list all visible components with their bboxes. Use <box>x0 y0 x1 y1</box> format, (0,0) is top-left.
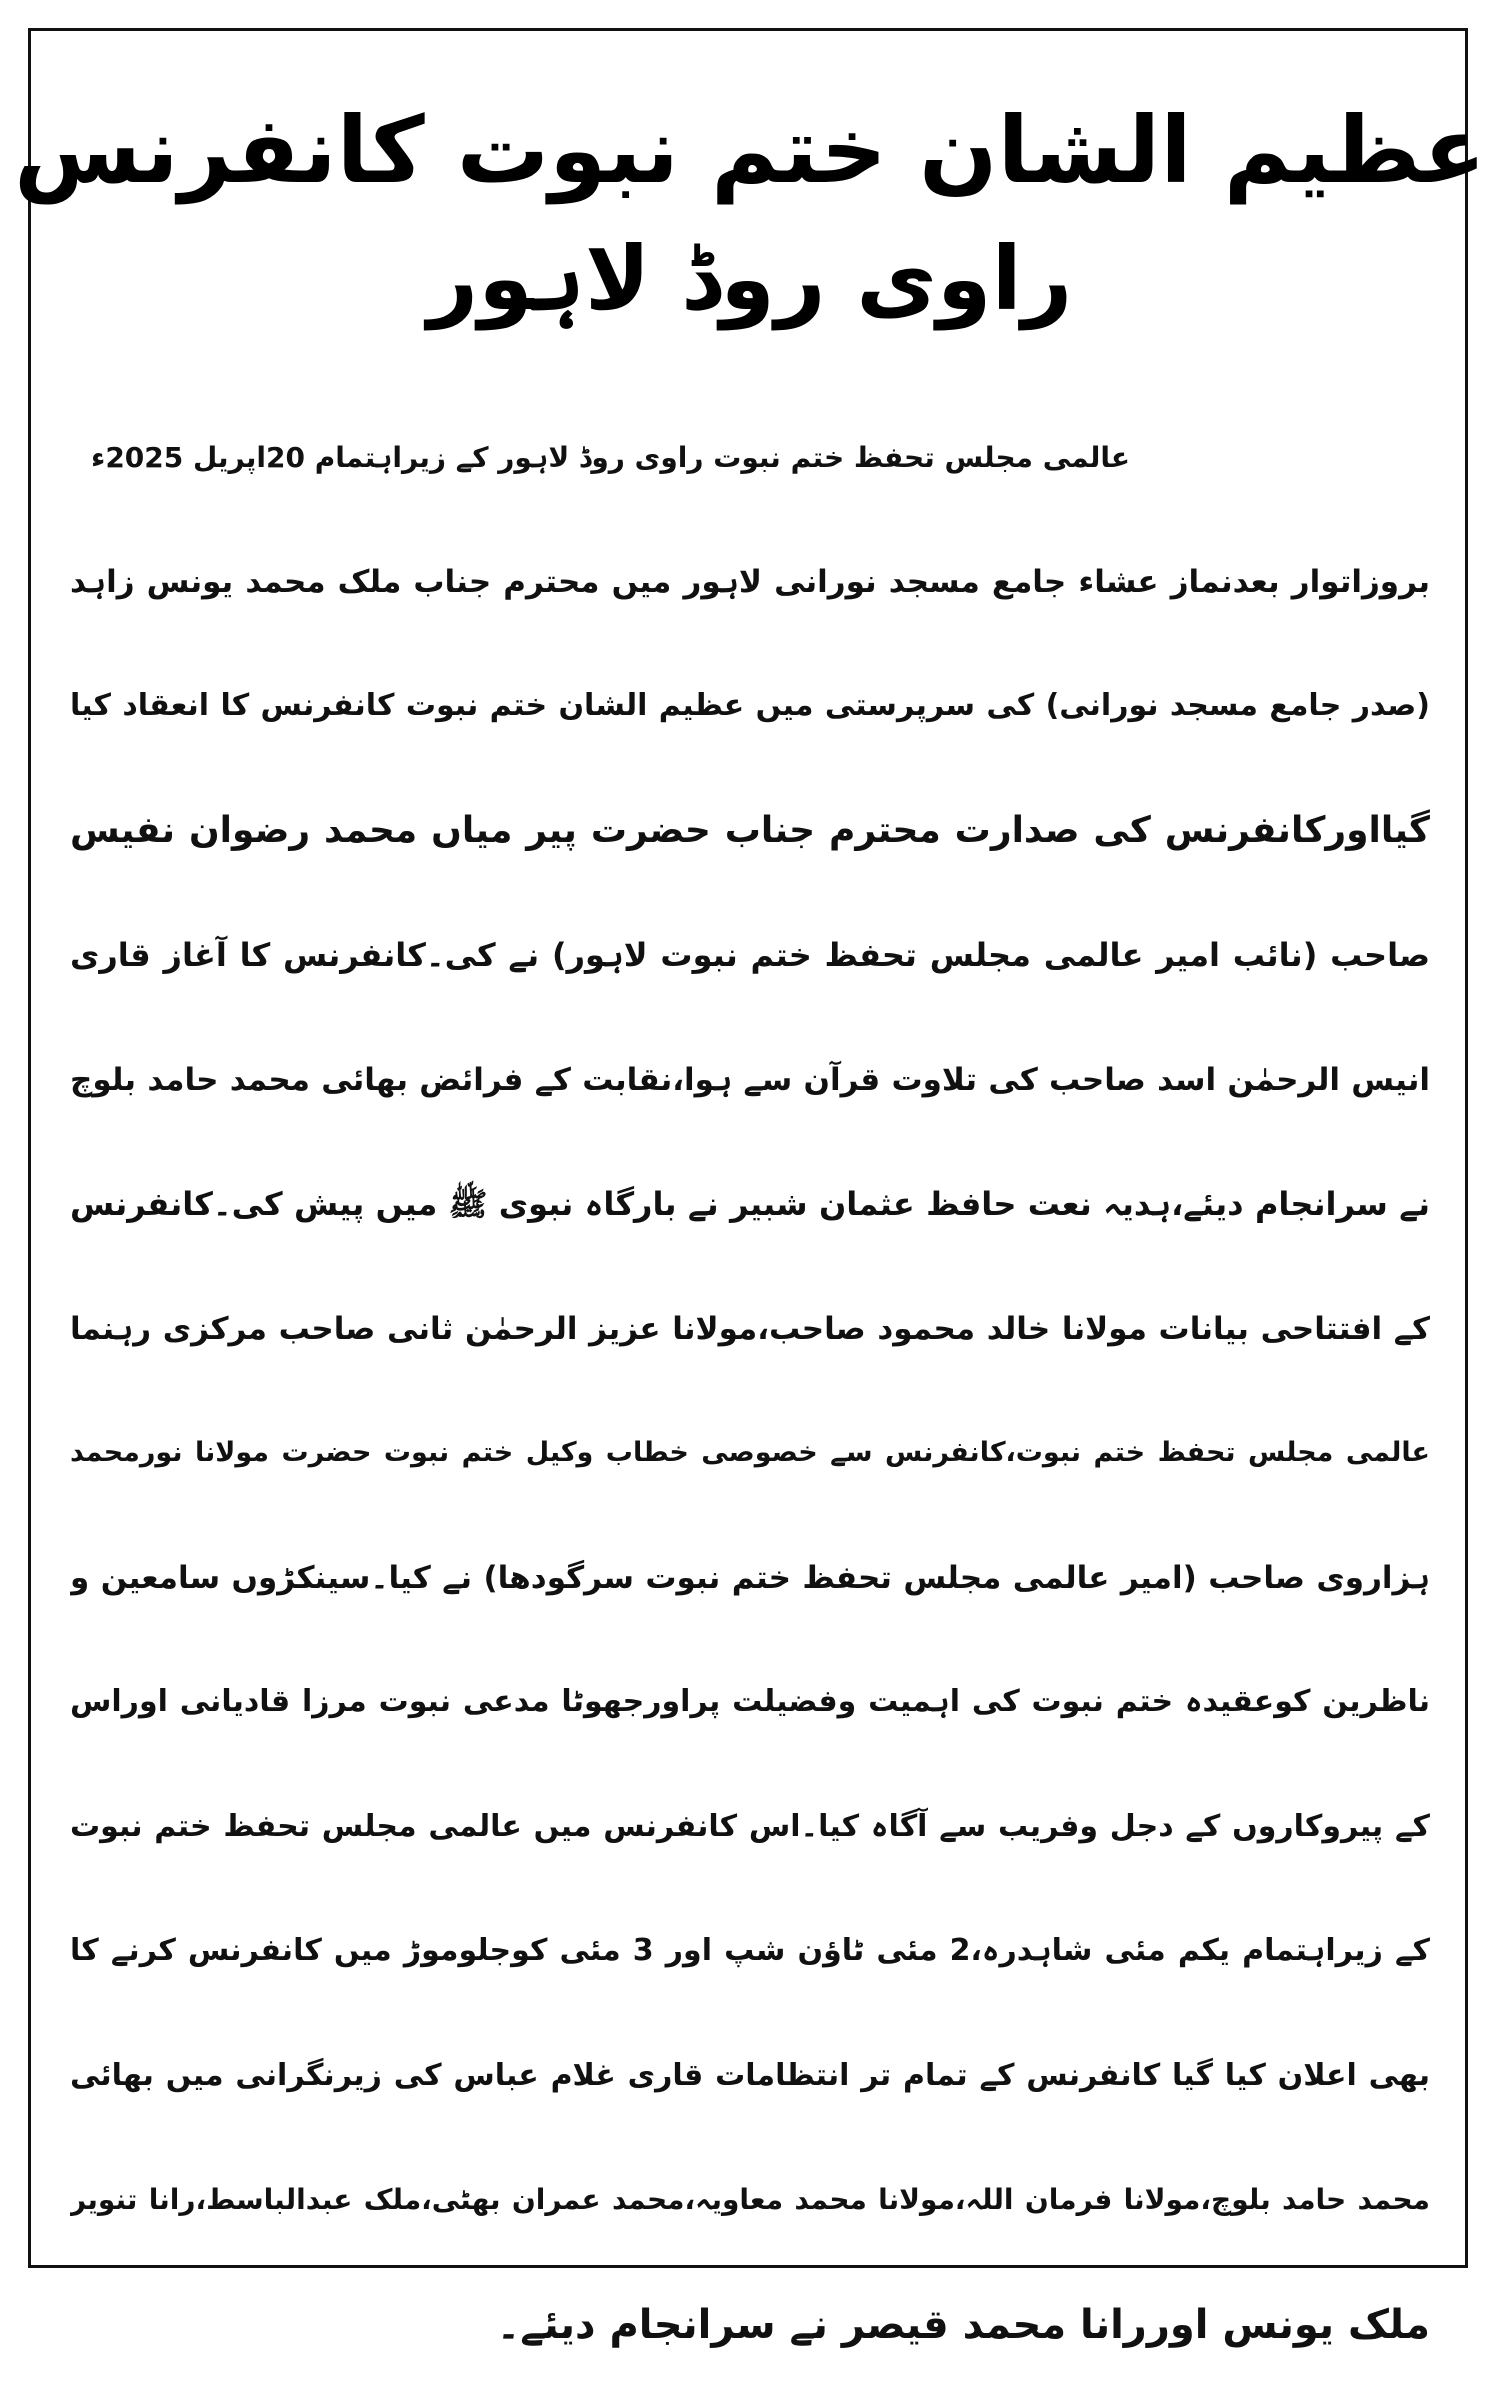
paragraph-line: ناظرین کوعقیدہ ختم نبوت کی اہمیت وفضیلت پراورجھوٹا مدعی نبوت مرزا قادیانی اوراس <box>70 1640 1430 1765</box>
paragraph-line: (صدر جامع مسجد نورانی) کی سرپرستی میں عظیم الشان ختم نبوت کانفرنس کا انعقاد کیا <box>70 644 1430 769</box>
paragraph-line: بھی اعلان کیا گیا کانفرنس کے تمام تر انتظامات قاری غلام عباس کی زیرنگرانی میں بھائی <box>70 2014 1430 2139</box>
headline: عظیم الشان ختم نبوت کانفرنس <box>0 105 1500 197</box>
paragraph-line: عالمی مجلس تحفظ ختم نبوت راوی روڈ لاہور کے زیراہتمام 20اپریل 2025ء <box>70 395 1430 520</box>
paragraph-line: کے زیراہتمام یکم مئی شاہدرہ،2 مئی ٹاؤن شپ اور 3 مئی کوجلوموڑ میں کانفرنس کرنے کا <box>70 1889 1430 2014</box>
paragraph-line: کے افتتاحی بیانات مولانا خالد محمود صاحب،مولانا عزیز الرحمٰن ثانی صاحب مرکزی رہنما <box>70 1267 1430 1392</box>
paragraph-line: عالمی مجلس تحفظ ختم نبوت،کانفرنس سے خصوصی خطاب وکیل ختم نبوت حضرت مولانا نورمحمد <box>70 1391 1430 1516</box>
paragraph-line: ملک یونس اوررانا محمد قیصر نے سرانجام دیئے۔ <box>70 2263 1430 2387</box>
paragraph-line: صاحب (نائب امیر عالمی مجلس تحفظ ختم نبوت لاہور) نے کی۔کانفرنس کا آغاز قاری <box>70 893 1430 1018</box>
paragraph-line: ہزاروی صاحب (امیر عالمی مجلس تحفظ ختم نبوت سرگودھا) نے کیا۔سینکڑوں سامعین و <box>70 1516 1430 1641</box>
paragraph-line: گیااورکانفرنس کی صدارت محترم جناب حضرت پیر میاں محمد رضوان نفیس <box>70 769 1430 894</box>
subheadline: راوی روڈ لاہور <box>0 235 1500 323</box>
article-body <box>70 395 1430 2387</box>
paragraph-line: انیس الرحمٰن اسد صاحب کی تلاوت قرآن سے ہوا،نقابت کے فرائض بھائی محمد حامد بلوچ <box>70 1018 1430 1143</box>
paragraph-line: بروزاتوار بعدنماز عشاء جامع مسجد نورانی لاہور میں محترم جناب ملک محمد یونس زاہد <box>70 520 1430 645</box>
paragraph-line: محمد حامد بلوچ،مولانا فرمان اللہ،مولانا محمد معاویہ،محمد عمران بھٹی،ملک عبدالباسط،رانا تنویر <box>70 2138 1430 2263</box>
paragraph-line: کے پیروکاروں کے دجل وفریب سے آگاہ کیا۔اس کانفرنس میں عالمی مجلس تحفظ ختم نبوت <box>70 1765 1430 1890</box>
paragraph-line: نے سرانجام دیئے،ہدیہ نعت حافظ عثمان شبیر نے بارگاہ نبوی ﷺ میں پیش کی۔کانفرنس <box>70 1142 1430 1267</box>
